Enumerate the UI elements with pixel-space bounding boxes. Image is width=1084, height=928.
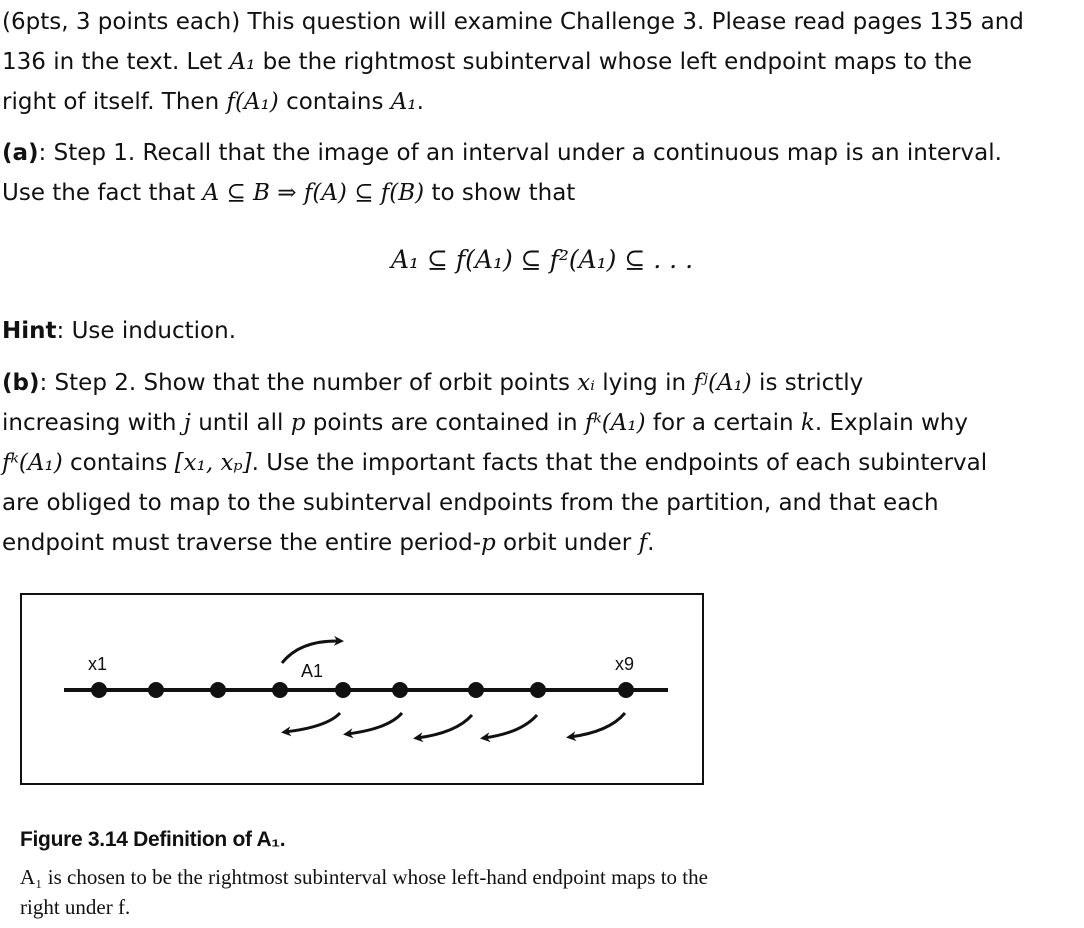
figure-caption-title: Figure 3.14 Definition of A₁. [20, 828, 286, 851]
intro-line-1: (6pts, 3 points each) This question will examine Challenge 3. Please read pages 135 and [2, 9, 1024, 35]
part-b-line-3a: contains [62, 450, 175, 476]
orbit-point [91, 682, 107, 698]
math-xi: xᵢ [577, 370, 595, 396]
orbit-point [210, 682, 226, 698]
intro-line-2a: 136 in the text. Let [2, 49, 230, 75]
math-implication: A ⊆ B ⇒ f(A) ⊆ f(B) [202, 180, 425, 206]
arrow-left-curve [417, 715, 472, 738]
label-A1: A1 [301, 661, 324, 681]
math-fA1: f(A₁) [226, 89, 279, 115]
math-fkA1: fᵏ(A₁) [584, 410, 646, 436]
orbit-point [272, 682, 288, 698]
part-a-line-1: : Step 1. Recall that the image of an interval under a continuous map is an interval. [38, 140, 1002, 166]
part-b-paragraph [2, 363, 1080, 563]
orbit-point [148, 682, 164, 698]
intro-line-3c: . [416, 89, 424, 115]
part-a-line-2b: to show that [424, 180, 576, 206]
part-b-line-2b: until all [190, 410, 291, 436]
arrow-left-curve [347, 713, 402, 734]
figure-caption-line-2: right under f. [20, 895, 131, 919]
part-b-line-5b: orbit under [495, 530, 639, 556]
orbit-point [468, 682, 484, 698]
part-b-line-3b: . Use the important facts that the endpoints of each subinterval [251, 450, 988, 476]
part-b-line-2a: increasing with [2, 410, 184, 436]
part-b-label: (b) [2, 370, 40, 396]
math-fkA1-2: fᵏ(A₁) [2, 450, 63, 476]
orbit-point [530, 682, 546, 698]
math-fjA1: fʲ(A₁) [693, 370, 752, 396]
intro-line-3a: right of itself. Then [2, 89, 227, 115]
arrow-left-curve [570, 713, 625, 737]
label-x1: x1 [88, 654, 108, 674]
math-j: j [183, 410, 191, 436]
part-b-line-2e: . Explain why [814, 410, 968, 436]
orbit-point [335, 682, 351, 698]
arrow-right-curve [282, 641, 340, 663]
hint-text: : Use induction. [56, 318, 237, 344]
math-A1: A₁ [229, 49, 256, 75]
part-b-line-5a: endpoint must traverse the entire period- [2, 530, 481, 556]
arrow-left-curve [285, 713, 340, 732]
math-p: p [290, 410, 306, 436]
part-b-line-1c: is strictly [751, 370, 864, 396]
figure-caption-body [20, 862, 900, 922]
part-a-line-2a: Use the fact that [2, 180, 203, 206]
arrow-left-curve [484, 715, 537, 738]
math-A1-2: A₁ [390, 89, 417, 115]
figure-caption-line-1: A₁ is chosen to be the rightmost subinterval whose left-hand endpoint maps to the [20, 865, 708, 889]
math-f: f [638, 530, 648, 556]
figure-box [20, 593, 704, 785]
math-interval: [x₁, xₚ] [174, 450, 252, 476]
part-b-line-4: are obliged to map to the subinterval endpoints from the partition, and that each [2, 490, 939, 516]
math-p-2: p [481, 530, 496, 556]
part-b-line-1b: lying in [594, 370, 694, 396]
part-b-line-2d: for a certain [645, 410, 801, 436]
inclusion-chain: A₁ ⊆ f(A₁) ⊆ f²(A₁) ⊆ . . . [390, 245, 694, 274]
part-a-paragraph [2, 133, 1080, 213]
part-b-line-1a: : Step 2. Show that the number of orbit points [39, 370, 578, 396]
part-a-label: (a) [2, 140, 39, 166]
hint-label: Hint [2, 318, 57, 344]
orbit-point [618, 682, 634, 698]
hint-paragraph [2, 311, 1080, 351]
label-x9: x9 [615, 654, 635, 674]
orbit-point [392, 682, 408, 698]
figure-diagram [22, 595, 702, 783]
intro-paragraph [2, 2, 1080, 122]
part-b-line-2c: points are contained in [305, 410, 585, 436]
part-b-line-5c: . [647, 530, 655, 556]
intro-line-3b: contains [278, 89, 391, 115]
math-k: k [800, 410, 815, 436]
intro-line-2b: be the rightmost subinterval whose left endpoint maps to the [255, 49, 973, 75]
